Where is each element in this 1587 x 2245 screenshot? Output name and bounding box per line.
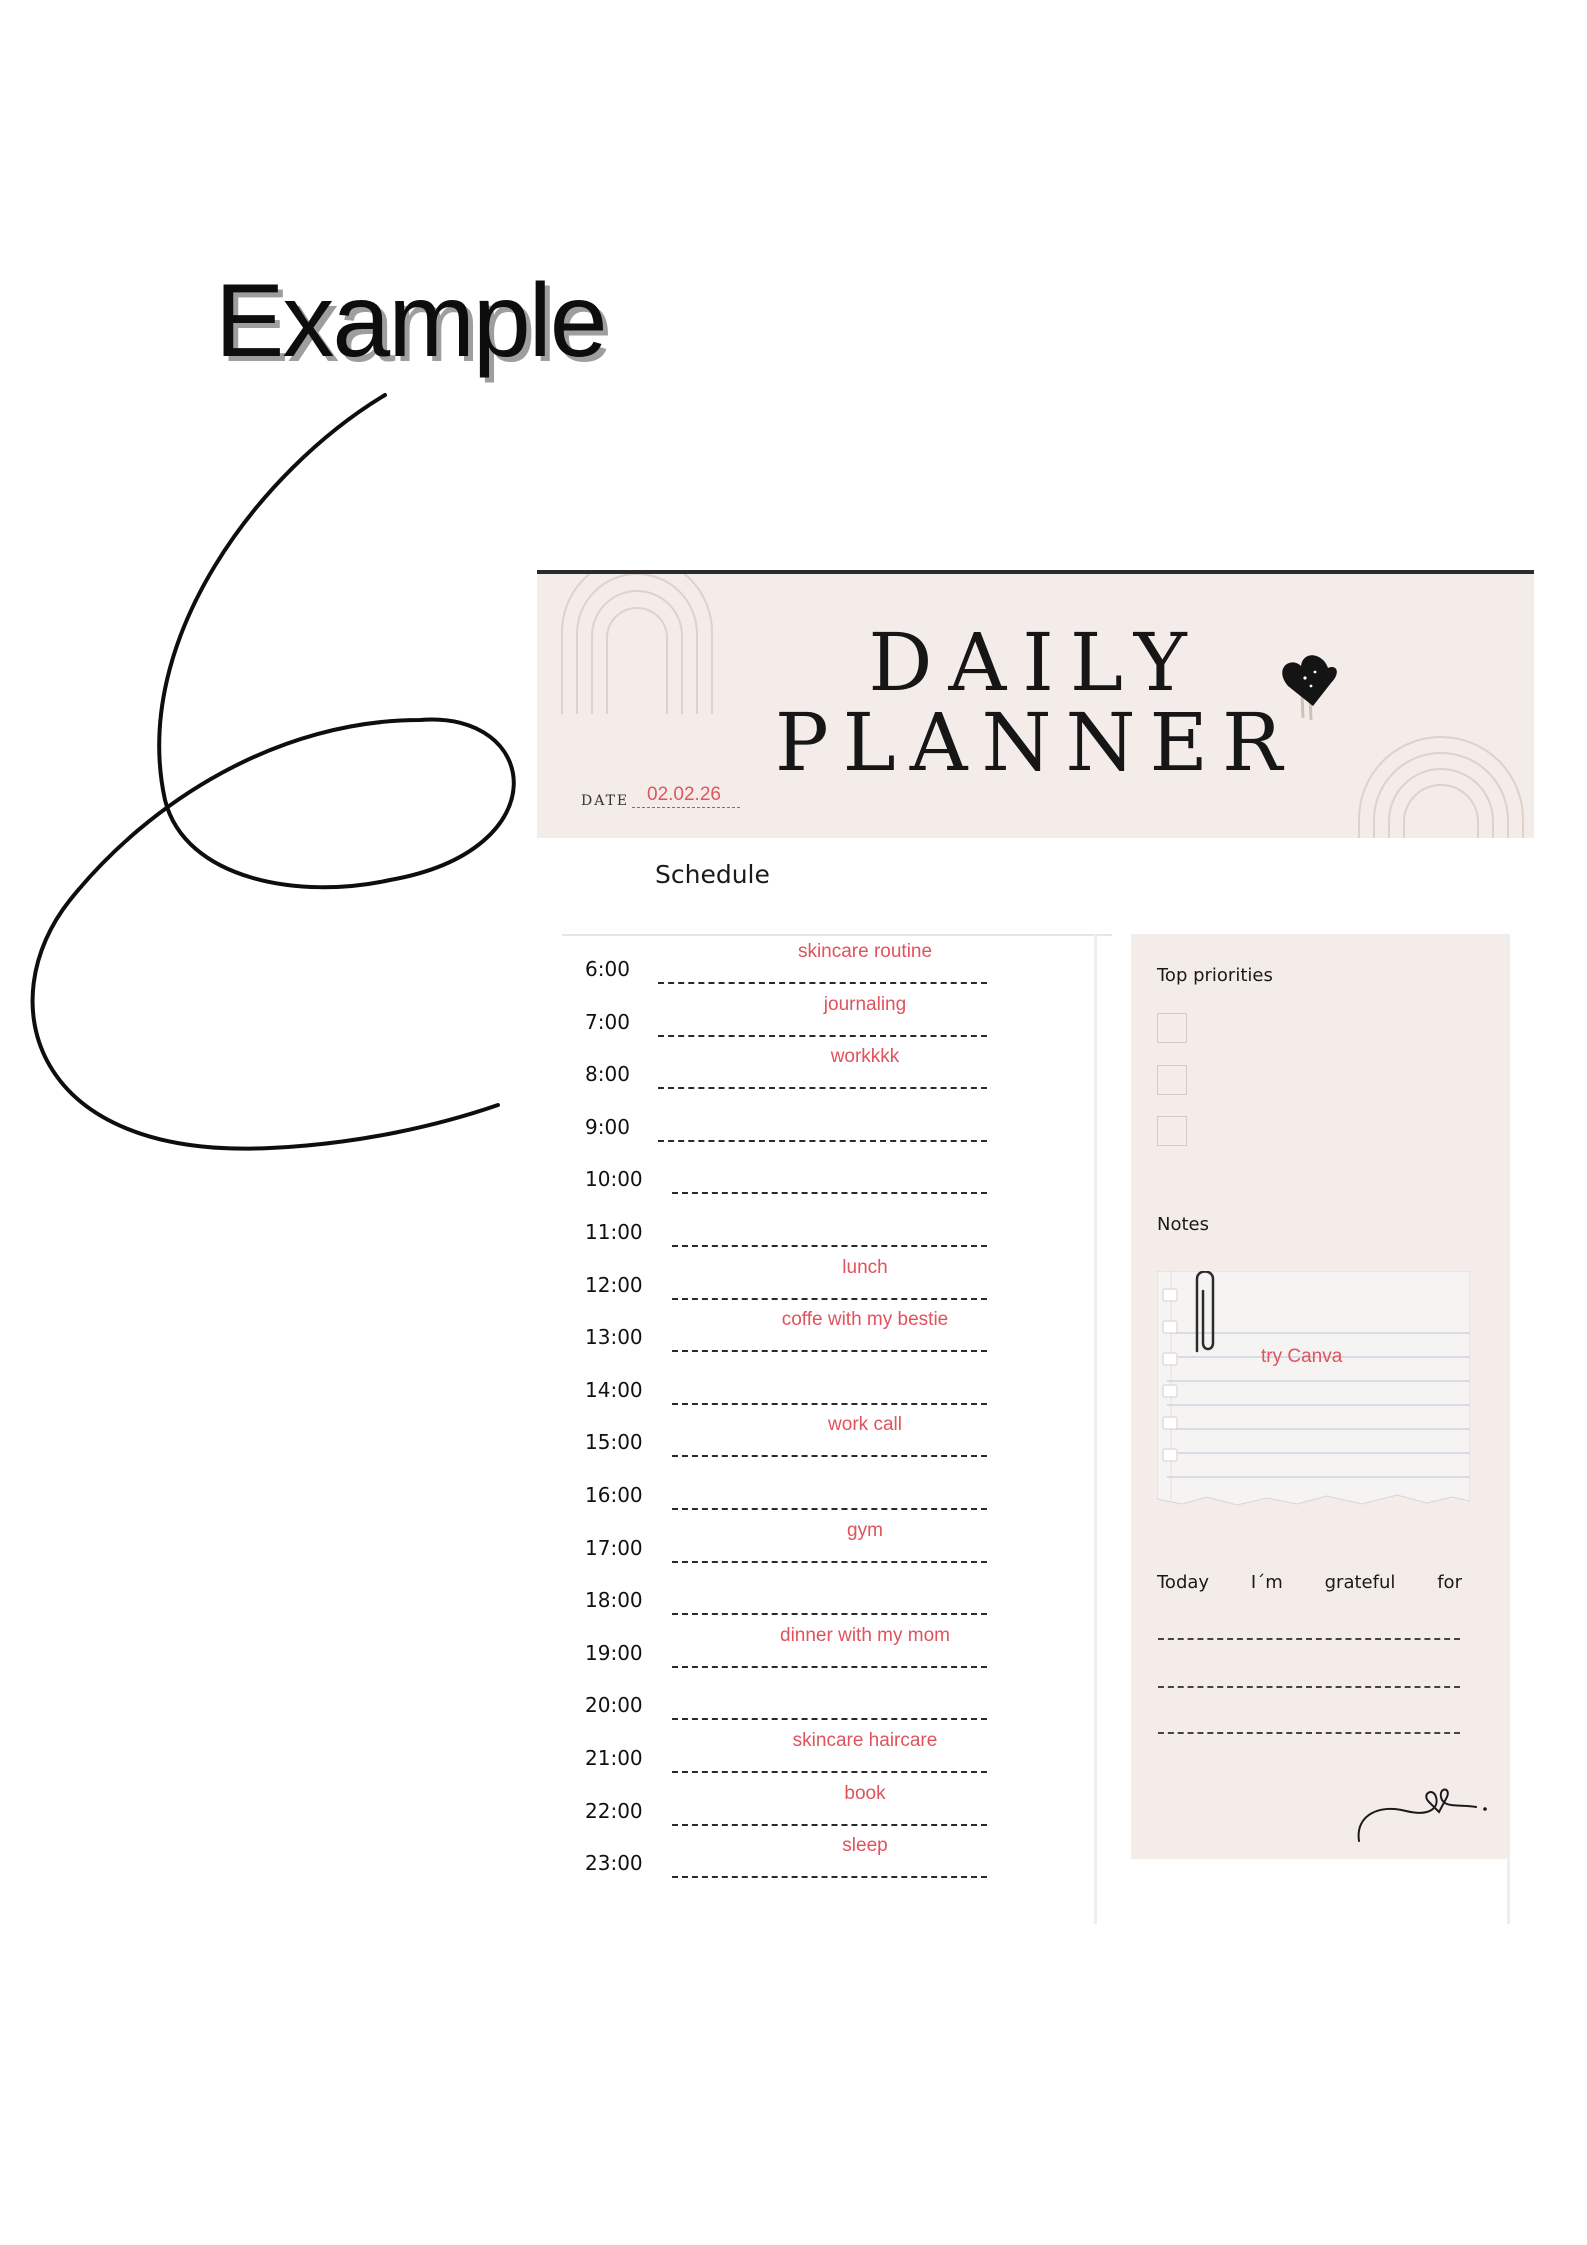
grateful-word: Today	[1157, 1572, 1210, 1593]
schedule-slot	[585, 1782, 1005, 1827]
slot-time: 23:00	[585, 1851, 643, 1876]
slot-task[interactable]: work call	[828, 1414, 902, 1436]
date-label: DATE	[581, 793, 630, 809]
slot-task[interactable]: book	[844, 1782, 886, 1804]
schedule-divider	[1094, 934, 1097, 1924]
slot-time: 11:00	[585, 1220, 643, 1244]
priority-checkbox-1[interactable]	[1157, 1013, 1187, 1043]
grateful-line-2[interactable]	[1158, 1686, 1460, 1688]
slot-time: 19:00	[585, 1640, 643, 1665]
schedule-slot	[585, 1366, 1005, 1406]
date-value[interactable]: 02.02.26	[647, 784, 721, 805]
slot-time: 12:00	[585, 1272, 643, 1297]
schedule-slot	[585, 1681, 1005, 1721]
swirl-decoration	[0, 380, 560, 1180]
slot-time: 21:00	[585, 1746, 643, 1770]
slot-task[interactable]: gym	[847, 1519, 883, 1541]
notes-heading: Notes	[1157, 1214, 1209, 1235]
slot-time: 10:00	[585, 1167, 643, 1192]
slot-time: 13:00	[585, 1325, 643, 1350]
slot-time: 18:00	[585, 1588, 643, 1613]
date-underline	[632, 807, 740, 808]
slot-line[interactable]	[672, 1613, 987, 1615]
slot-line[interactable]	[672, 1508, 987, 1510]
slot-line[interactable]	[672, 1298, 987, 1300]
side-panel-rail	[1507, 934, 1510, 1924]
slot-line[interactable]	[672, 1824, 987, 1826]
slot-line[interactable]	[658, 1087, 987, 1089]
top-priorities-heading: Top priorities	[1157, 965, 1273, 986]
slot-time: 7:00	[585, 1009, 630, 1034]
planner-header	[537, 574, 1534, 838]
heart-signature-icon	[1351, 1769, 1491, 1844]
grateful-line-1[interactable]	[1158, 1638, 1460, 1640]
schedule-slot	[585, 993, 1005, 1038]
slot-time: 16:00	[585, 1483, 643, 1507]
note-text[interactable]: try Canva	[1261, 1346, 1343, 1367]
schedule-slot	[585, 1103, 1005, 1143]
slot-task[interactable]: lunch	[842, 1256, 888, 1278]
schedule-slot	[585, 1730, 1005, 1774]
slot-time: 9:00	[585, 1114, 630, 1139]
slot-time: 14:00	[585, 1377, 643, 1402]
planner-title-line-2: PLANNER	[774, 696, 1297, 789]
grateful-line-3[interactable]	[1158, 1732, 1460, 1734]
schedule-slot	[585, 1309, 1005, 1353]
heart-clip-icon	[1213, 628, 1363, 753]
slot-time: 17:00	[585, 1535, 643, 1560]
schedule-slot	[585, 1046, 1005, 1090]
schedule-slot	[585, 1256, 1005, 1301]
slot-task[interactable]: dinner with my mom	[780, 1624, 950, 1646]
schedule-heading: Schedule	[655, 860, 770, 889]
schedule-slot	[585, 1414, 1005, 1458]
slot-line[interactable]	[672, 1771, 987, 1773]
slot-line[interactable]	[672, 1455, 987, 1457]
schedule-top-rule	[562, 934, 1112, 936]
priority-checkbox-3[interactable]	[1157, 1116, 1187, 1146]
schedule-slot	[585, 1624, 1005, 1669]
slot-line[interactable]	[672, 1561, 987, 1563]
slot-time: 22:00	[585, 1798, 643, 1823]
slot-time: 8:00	[585, 1062, 630, 1087]
slot-task[interactable]: journaling	[823, 993, 907, 1015]
grateful-word: grateful	[1324, 1572, 1396, 1593]
slot-time: 15:00	[585, 1430, 643, 1455]
slot-time: 6:00	[585, 957, 630, 981]
notes-paper-image	[1157, 1271, 1470, 1511]
schedule-slot	[585, 1519, 1005, 1564]
side-panel	[1131, 934, 1510, 1859]
slot-task[interactable]: skincare haircare	[792, 1730, 938, 1751]
slot-line[interactable]	[672, 1666, 987, 1668]
slot-line[interactable]	[658, 982, 987, 984]
slot-line[interactable]	[658, 1035, 987, 1037]
grateful-word: I´m	[1250, 1572, 1283, 1593]
slot-task[interactable]: workkkk	[830, 1046, 900, 1068]
planner-title-line-1: DAILY	[868, 616, 1203, 709]
slot-line[interactable]	[672, 1192, 987, 1194]
slot-line[interactable]	[672, 1403, 987, 1405]
slot-line[interactable]	[658, 1140, 987, 1142]
slot-line[interactable]	[672, 1350, 987, 1352]
slot-time: 20:00	[585, 1693, 643, 1718]
slot-task[interactable]: coffe with my bestie	[781, 1309, 949, 1331]
schedule-slot	[585, 1576, 1005, 1616]
slot-task[interactable]: sleep	[842, 1835, 888, 1857]
schedule-slot	[585, 941, 1005, 985]
schedule-slot	[585, 1471, 1005, 1511]
schedule-slot	[585, 1155, 1005, 1195]
grateful-prompt	[1157, 1572, 1462, 1593]
slot-line[interactable]	[672, 1876, 987, 1878]
example-title: Example	[215, 263, 606, 379]
schedule-slot	[585, 1208, 1005, 1248]
slot-line[interactable]	[672, 1245, 987, 1247]
slot-line[interactable]	[672, 1718, 987, 1720]
priority-checkbox-2[interactable]	[1157, 1065, 1187, 1095]
schedule-slot	[585, 1835, 1005, 1879]
grateful-word: for	[1437, 1572, 1462, 1593]
slot-task[interactable]: skincare routine	[797, 941, 933, 962]
